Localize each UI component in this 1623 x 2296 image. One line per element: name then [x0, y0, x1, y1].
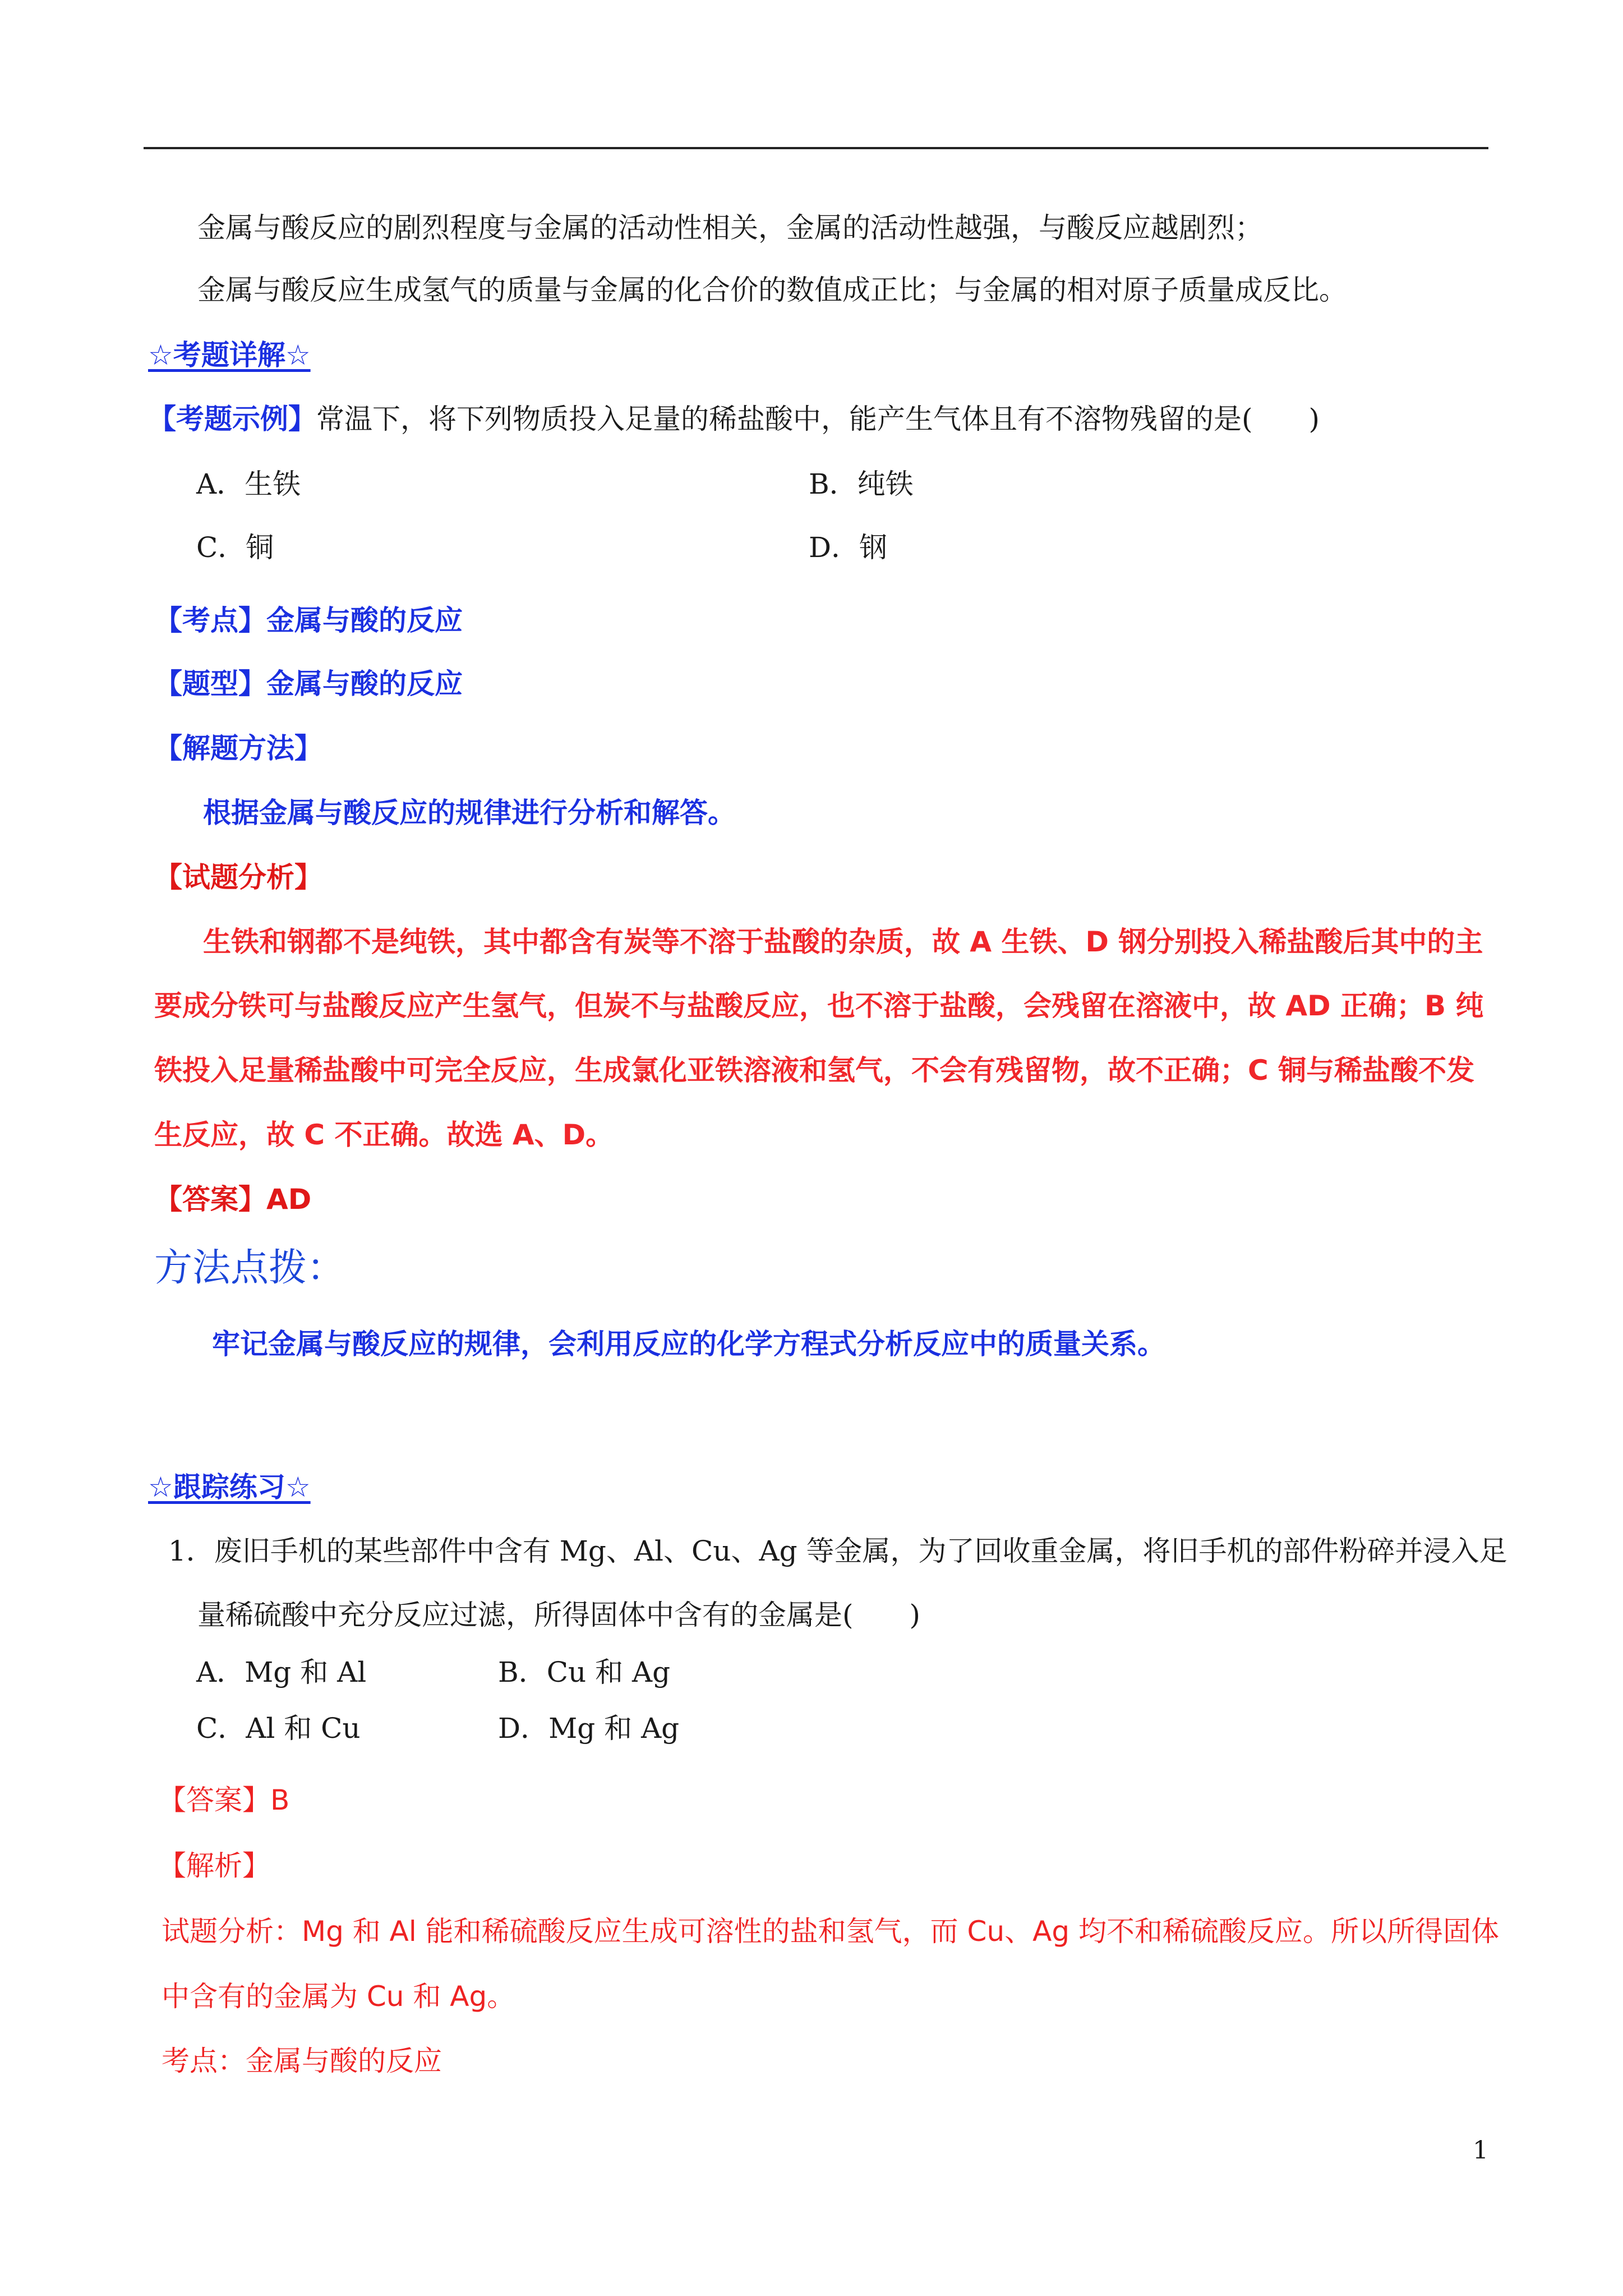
intro-line-1: 金属与酸反应的剧烈程度与金属的活动性相关，金属的活动性越强，与酸反应越剧烈；: [197, 211, 1263, 244]
example-label: 【考题示例】: [148, 403, 316, 435]
analysis-line-1: 生铁和钢都不是纯铁，其中都含有炭等不溶于盐酸的杂质，故 A 生铁、D 钢分别投入稀盐酸后其中的主: [203, 926, 1483, 958]
tixing-value: 金属与酸的反应: [266, 668, 463, 700]
example-option-d: D．钢: [809, 531, 888, 564]
section-title-practice: ☆跟踪练习☆: [148, 1471, 311, 1503]
practice-kaodian: 考点：金属与酸的反应: [162, 2045, 442, 2077]
practice-option-b: B．Cu 和 Ag: [498, 1656, 671, 1688]
practice-answer-row: [158, 1783, 289, 1818]
answer-value: AD: [266, 1183, 312, 1216]
practice-option-a: A．Mg 和 Al: [196, 1656, 367, 1688]
intro-line-2: 金属与酸反应生成氢气的质量与金属的化合价的数值成正比；与金属的相对原子质量成反比。: [197, 274, 1347, 306]
section-title-detail: ☆考题详解☆: [148, 339, 311, 371]
method-text: 根据金属与酸反应的规律进行分析和解答。: [203, 797, 736, 829]
analysis-line-2: 要成分铁可与盐酸反应产生氢气，但炭不与盐酸反应，也不溶于盐酸，会残留在溶液中，故 AD 正确；B 纯: [154, 990, 1484, 1022]
analysis-line-3: 铁投入足量稀盐酸中可完全反应，生成氯化亚铁溶液和氢气，不会有残留物，故不正确；C 铜与稀盐酸不发: [154, 1054, 1475, 1087]
method-label: 【解题方法】: [154, 732, 322, 765]
answer-row: [154, 1182, 311, 1217]
tixing-row: [154, 666, 463, 702]
practice-q1-line-2: 量稀硫酸中充分反应过滤，所得固体中含有的金属是( ): [197, 1599, 921, 1631]
page-number: 1: [1473, 2136, 1488, 2165]
kaodian-value: 金属与酸的反应: [266, 604, 463, 637]
method-tip-title: 方法点拨：: [154, 1246, 345, 1290]
example-question-line: [148, 402, 1320, 437]
analysis-label: 【试题分析】: [154, 861, 322, 894]
tixing-label: 【题型】: [154, 668, 266, 700]
practice-jiexi-line-2: 中含有的金属为 Cu 和 Ag。: [162, 1980, 515, 2013]
practice-answer-label: 【答案】: [158, 1784, 270, 1816]
practice-option-c: C．Al 和 Cu: [196, 1712, 361, 1745]
example-question-text: 常温下，将下列物质投入足量的稀盐酸中，能产生气体且有不溶物残留的是( ): [316, 403, 1320, 435]
kaodian-label: 【考点】: [154, 604, 266, 637]
practice-jiexi-label: 【解析】: [158, 1849, 270, 1882]
practice-q1-line-1: 1．废旧手机的某些部件中含有 Mg、Al、Cu、Ag 等金属，为了回收重金属，将旧手机的部件粉碎并浸入足: [168, 1535, 1507, 1567]
answer-label: 【答案】: [154, 1183, 266, 1216]
example-option-b: B．纯铁: [809, 468, 914, 500]
header-rule: [144, 147, 1488, 149]
example-option-a: A．生铁: [196, 468, 301, 500]
practice-option-d: D．Mg 和 Ag: [498, 1712, 680, 1745]
method-tip-text: 牢记金属与酸反应的规律，会利用反应的化学方程式分析反应中的质量关系。: [212, 1328, 1165, 1360]
example-option-c: C．铜: [196, 531, 274, 564]
practice-jiexi-line-1: 试题分析：Mg 和 Al 能和稀硫酸反应生成可溶性的盐和氢气，而 Cu、Ag 均不和稀硫酸反应。所以所得固体: [162, 1915, 1499, 1948]
kaodian-row: [154, 603, 463, 638]
practice-answer-value: B: [270, 1784, 290, 1816]
analysis-line-4: 生反应，故 C 不正确。故选 A、D。: [154, 1119, 614, 1151]
